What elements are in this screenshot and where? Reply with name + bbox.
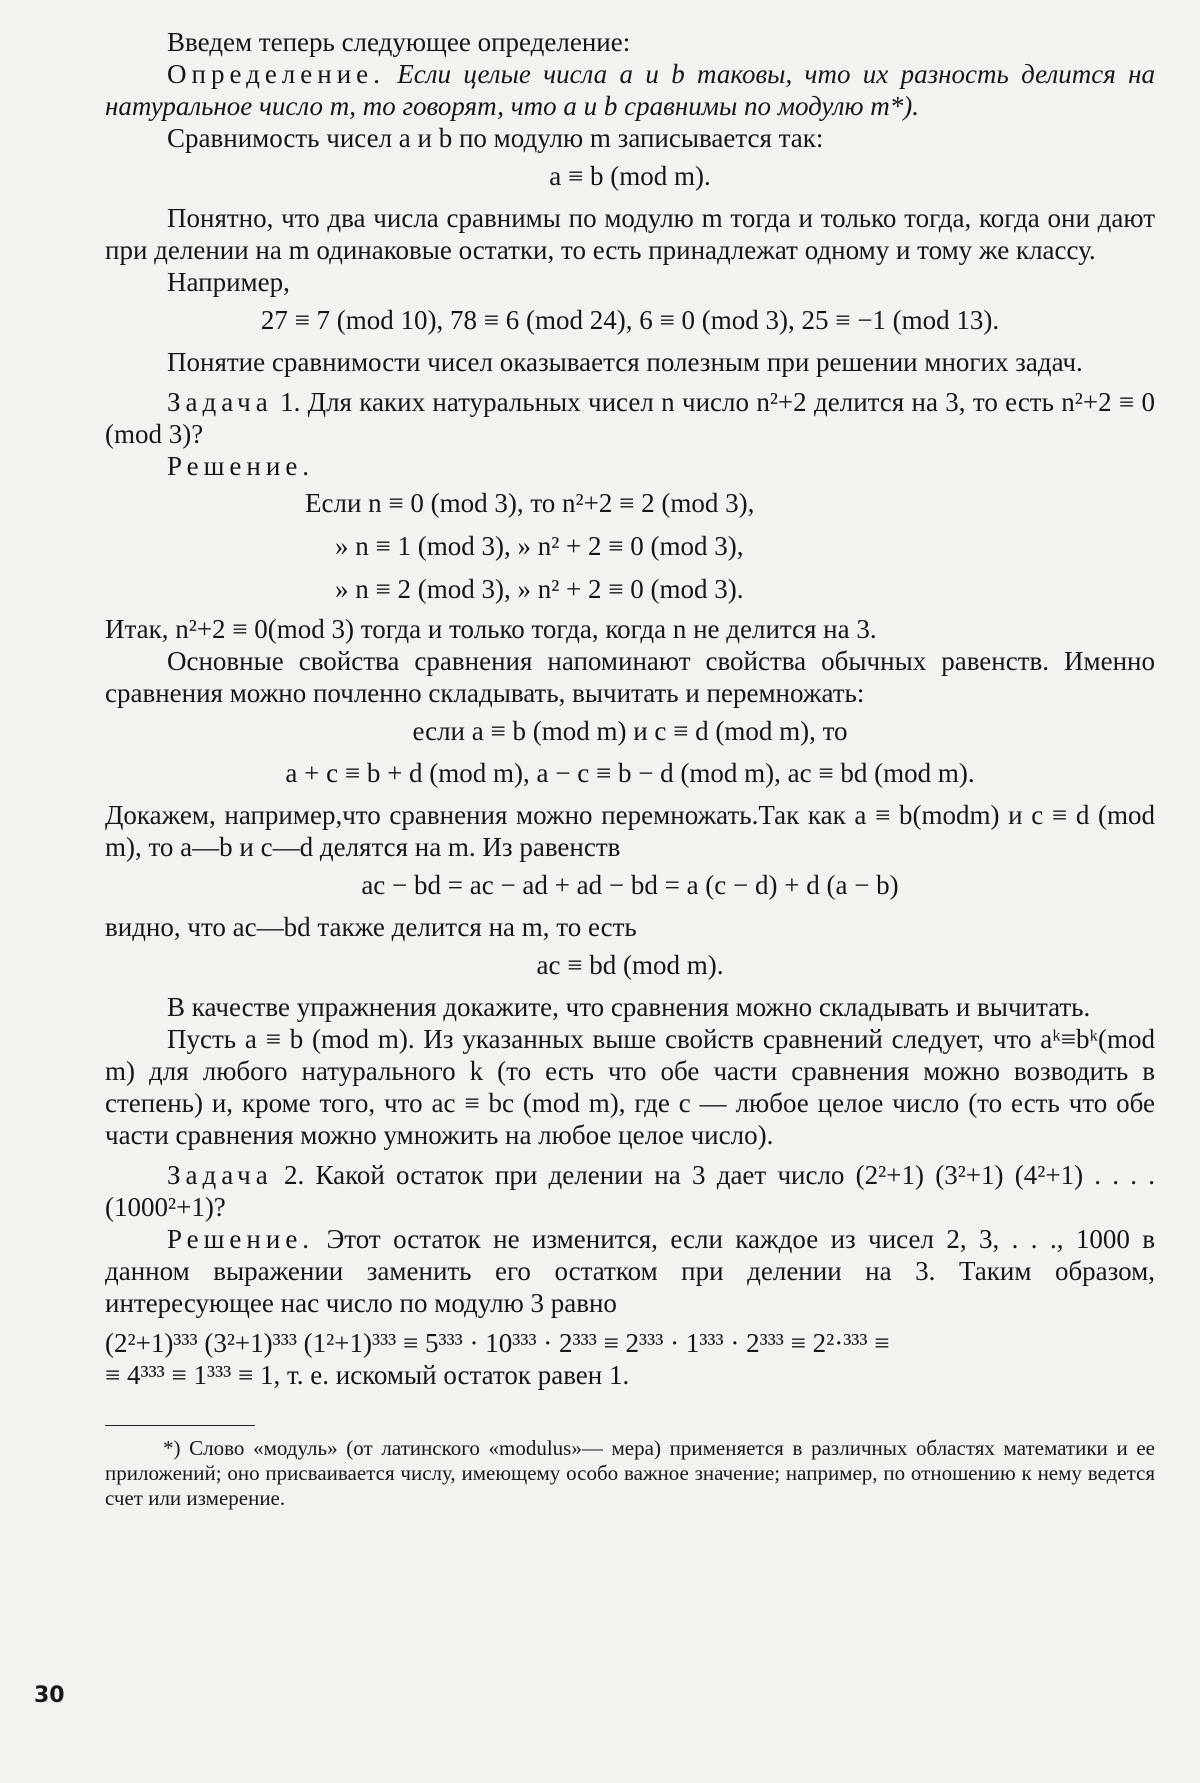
task-2-text: 2. Какой остаток при делении на 3 дает число (2²+1) (3²+1) (4²+1) . . . . (1000²+1)?	[105, 1160, 1156, 1222]
definition-heading: Определение.	[167, 59, 385, 89]
formula-congruence: a ≡ b (mod m).	[549, 161, 711, 191]
case-line: Если n ≡ 0 (mod 3), то n²+2 ≡ 2 (mod 3),	[305, 488, 755, 518]
case-line: » n ≡ 2 (mod 3), » n² + 2 ≡ 0 (mod 3).	[335, 574, 744, 604]
conclusion-1: Итак, n²+2 ≡ 0(mod 3) тогда и только тогда, когда n не делится на 3.	[105, 614, 877, 644]
paragraph-proof: Докажем, например,что сравнения можно перемножать.Так как a ≡ b(modm) и c ≡ d (mod m), то a—b и c—d делятся на m. Из равенств	[105, 800, 1155, 862]
solution-1-heading: Решение.	[167, 451, 315, 481]
footnote-divider	[105, 1425, 255, 1426]
formula-chain-2: ≡ 4³³³ ≡ 1³³³ ≡ 1, т. е. искомый остаток равен 1.	[105, 1360, 630, 1390]
paragraph-usefulness: Понятие сравнимости чисел оказывается полезным при решении многих задач.	[167, 347, 1083, 377]
task-2-heading: Задача	[167, 1160, 273, 1190]
task-1	[105, 386, 1155, 450]
formula-operations: a + c ≡ b + d (mod m), a − c ≡ b − d (mod m), ac ≡ bd (mod m).	[285, 758, 975, 788]
formula-identity: ac − bd = ac − ad + ad − bd = a (c − d) + d (a − b)	[361, 870, 899, 900]
case-line: » n ≡ 1 (mod 3), » n² + 2 ≡ 0 (mod 3),	[335, 531, 744, 561]
paragraph-classes: Понятно, что два числа сравнимы по модулю m тогда и только тогда, когда они дают при делении на m одинаковые остатки, то есть принадлежат одному и тому же классу.	[105, 203, 1155, 265]
solution-2-heading: Решение.	[167, 1224, 315, 1254]
definition	[105, 58, 1155, 122]
formula-chain-1: (2²+1)³³³ (3²+1)³³³ (1²+1)³³³ ≡ 5³³³ · 10³³³ · 2³³³ ≡ 2³³³ · 1³³³ · 2³³³ ≡ 2²·³³³ ≡	[105, 1328, 890, 1358]
notation-line: Сравнимость чисел a и b по модулю m записывается так:	[167, 123, 824, 153]
solution-1-cases	[305, 482, 1155, 611]
formula-product: ac ≡ bd (mod m).	[536, 950, 724, 980]
intro-line: Введем теперь следующее определение:	[167, 27, 631, 57]
paragraph-divisible: видно, что ac—bd также делится на m, то есть	[105, 912, 637, 942]
solution-2	[105, 1223, 1155, 1319]
page-number: 30	[34, 1683, 65, 1708]
definition-text: Если целые числа a и b таковы, что их разность делится на натуральное число m, то говорят, что a и b сравнимы по модулю m*).	[105, 59, 1155, 121]
example-label: Например,	[167, 267, 290, 297]
task-2	[105, 1159, 1155, 1223]
paragraph-properties: Основные свойства сравнения напоминают свойства обычных равенств. Именно сравнения можно почленно складывать, вычитать и перемножать:	[105, 646, 1155, 708]
formula-if: если a ≡ b (mod m) и c ≡ d (mod m), то	[412, 716, 848, 746]
task-1-heading: Задача	[167, 387, 273, 417]
solution-2-text: Этот остаток не изменится, если каждое из чисел 2, 3, . . ., 1000 в данном выражении заменить его остатком при делении на 3. Таким образом, интересующее нас число по модулю 3 равно	[105, 1224, 1155, 1318]
task-1-text: 1. Для каких натуральных чисел n число n²+2 делится на 3, то есть n²+2 ≡ 0 (mod 3)?	[105, 387, 1155, 449]
exercise: В качестве упражнения докажите, что сравнения можно складывать и вычитать.	[167, 992, 1091, 1022]
footnote: *) Слово «модуль» (от латинского «modulus»— мера) применяется в различных областях математики и ее приложений; оно присваивается числу, имеющему особо важное значение; например, по отношению к нему ведется счет или измерение.	[105, 1436, 1155, 1510]
formula-examples: 27 ≡ 7 (mod 10), 78 ≡ 6 (mod 24), 6 ≡ 0 (mod 3), 25 ≡ −1 (mod 13).	[260, 305, 1000, 335]
paragraph-powers: Пусть a ≡ b (mod m). Из указанных выше свойств сравнений следует, что aᵏ≡bᵏ(mod m) для любого натурального k (то есть что обе части сравнения можно возводить в степень) и, кроме того, что ac ≡ bc (mod m), где c — любое целое число (то есть что обе части сравнения можно умножить на любое целое число).	[105, 1024, 1155, 1150]
page-body	[105, 26, 1155, 1511]
